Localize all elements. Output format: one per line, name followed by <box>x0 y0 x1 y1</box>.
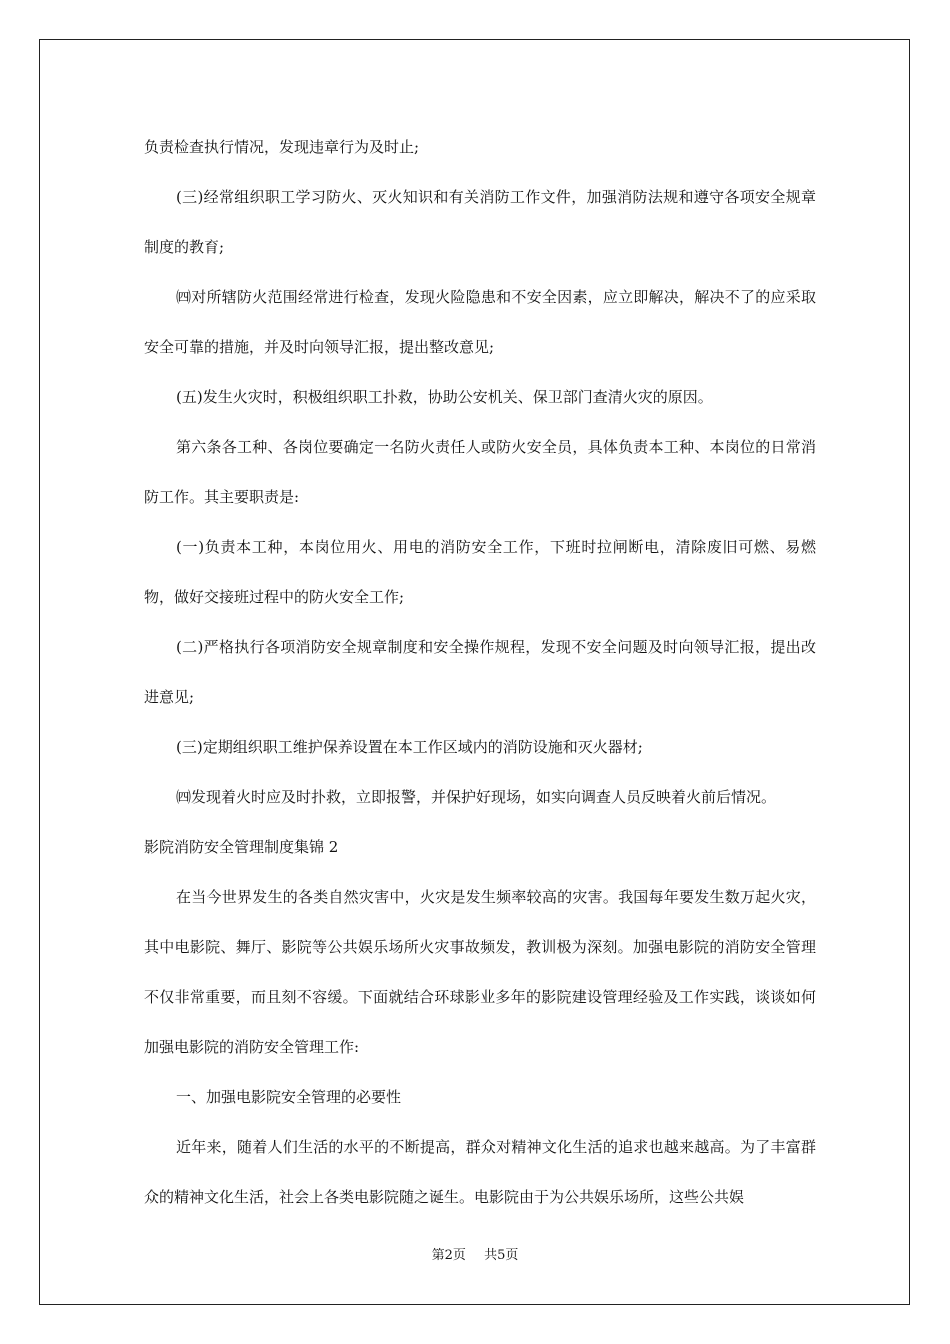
paragraph: ㈣对所辖防火范围经常进行检查，发现火险隐患和不安全因素，应立即解决，解决不了的应采取安全可靠的措施，并及时向领导汇报，提出整改意见; <box>144 288 816 356</box>
paragraph: (五)发生火灾时，积极组织职工扑救，协助公安机关、保卫部门查清火灾的原因。 <box>176 388 713 406</box>
section-heading: 影院消防安全管理制度集锦 2 <box>144 838 339 856</box>
page-number: 第2页 <box>431 1248 466 1263</box>
paragraph: 第六条各工种、各岗位要确定一名防火责任人或防火安全员，具体负责本工种、本岗位的日常消防工作。其主要职责是: <box>144 438 816 506</box>
paragraph: (三)定期组织职工维护保养设置在本工作区域内的消防设施和灭火器材; <box>176 738 643 756</box>
paragraph: (二)严格执行各项消防安全规章制度和安全操作规程，发现不安全问题及时向领导汇报，提出改进意见; <box>144 638 816 706</box>
document-body <box>144 122 816 1222</box>
page-footer <box>0 1246 950 1266</box>
paragraph: ㈣发现着火时应及时扑救，立即报警，并保护好现场，如实向调查人员反映着火前后情况。 <box>176 788 777 806</box>
paragraph: 近年来，随着人们生活的水平的不断提高，群众对精神文化生活的追求也越来越高。为了丰富群众的精神文化生活，社会上各类电影院随之诞生。电影院由于为公共娱乐场所，这些公共娱 <box>144 1138 816 1206</box>
paragraph: 在当今世界发生的各类自然灾害中，火灾是发生频率较高的灾害。我国每年要发生数万起火灾，其中电影院、舞厅、影院等公共娱乐场所火灾事故频发，教训极为深刻。加强电影院的消防安全管理不仅非常重要，而且刻不容缓。下面就结合环球影业多年的影院建设管理经验及工作实践，谈谈如何加强电影院的消防安全管理工作: <box>144 888 816 1056</box>
paragraph: (三)经常组织职工学习防火、灭火知识和有关消防工作文件，加强消防法规和遵守各项安全规章制度的教育; <box>144 188 816 256</box>
paragraph: 负责检查执行情况，发现违章行为及时止; <box>144 138 420 156</box>
subsection-heading: 一、加强电影院安全管理的必要性 <box>176 1088 402 1106</box>
paragraph: (一)负责本工种，本岗位用火、用电的消防安全工作，下班时拉闸断电，清除废旧可燃、易燃物，做好交接班过程中的防火安全工作; <box>144 538 816 606</box>
page-total: 共5页 <box>484 1248 519 1263</box>
